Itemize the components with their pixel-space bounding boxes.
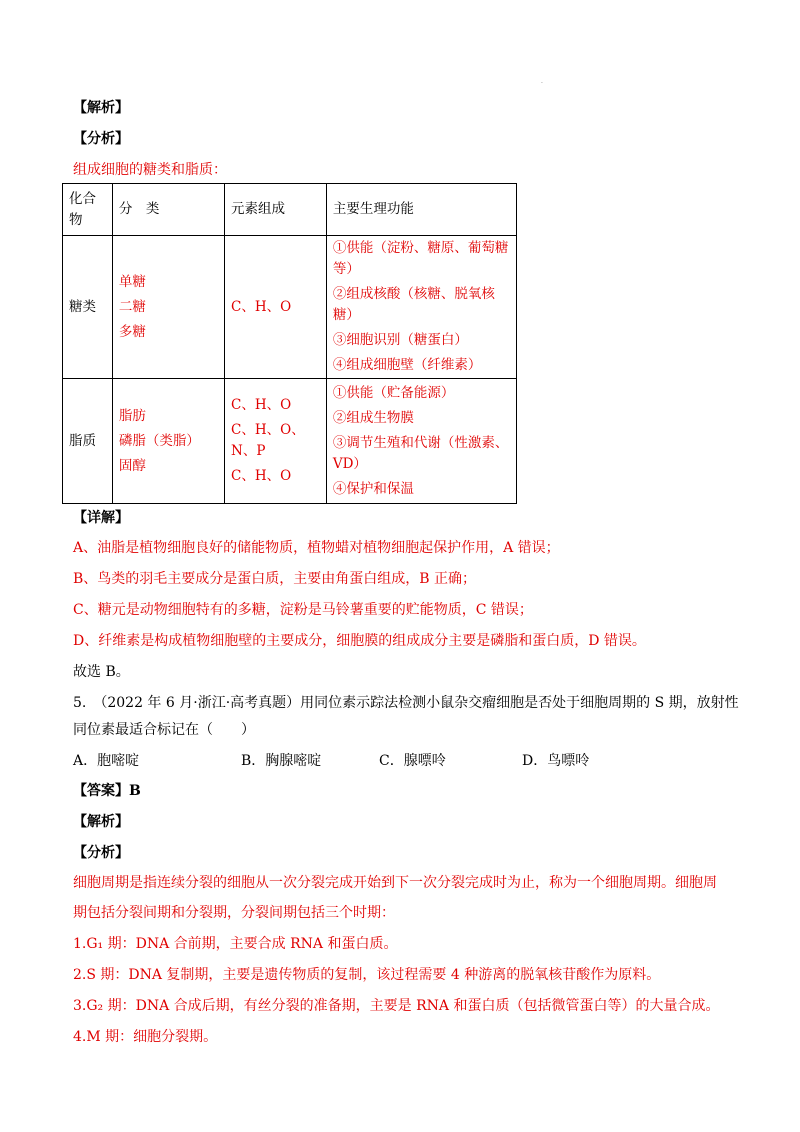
lipid-element: C、H、O (231, 468, 292, 484)
detail-label: 【详解】 (73, 510, 129, 526)
table-intro: 组成细胞的糖类和脂质： (73, 162, 227, 178)
sugar-lipid-table (62, 183, 517, 504)
table-header-row (63, 184, 517, 236)
lipid-functions (326, 379, 516, 504)
lipid-types (112, 379, 224, 504)
analysis-line: 2.S 期：DNA 复制期，主要是遗传物质的复制，该过程需要 4 种游离的脱氧核苷酸作为原料。 (73, 967, 661, 983)
sugar-name: 糖类 (63, 236, 113, 379)
lipid-type: 脂肪 (118, 407, 146, 424)
option-d: D．鸟嘌呤 (522, 753, 590, 769)
table-row-sugar (63, 236, 517, 379)
lipid-function: ①供能（贮备能源） (332, 384, 455, 401)
detail-line-c: C、糖元是动物细胞特有的多糖，淀粉是马铃薯重要的贮能物质，C 错误； (73, 602, 533, 618)
fenxi-label-5: 【分析】 (73, 845, 129, 861)
sugar-elements: C、H、O (225, 236, 327, 379)
header-category: 分 类 (112, 184, 224, 236)
sugar-type: 二糖 (118, 298, 146, 315)
question-5-stem: 5. （2022 年 6 月·浙江·高考真题）用同位素示踪法检测小鼠杂交瘤细胞是否处于细胞周期的 S 期，放射性 (73, 695, 739, 711)
lipid-function: ③调节生殖和代谢（性激素、VD） (332, 434, 509, 472)
option-a: A．胞嘧啶 (73, 753, 140, 769)
header-elements: 元素组成 (225, 184, 327, 236)
lipid-name: 脂质 (63, 379, 113, 504)
jiexi-label-5: 【解析】 (73, 814, 129, 830)
analysis-line: 1.G₁ 期：DNA 合前期，主要合成 RNA 和蛋白质。 (73, 936, 398, 952)
analysis-line: 期包括分裂间期和分裂期，分裂间期包括三个时期： (73, 905, 395, 921)
analysis-line: 细胞周期是指连续分裂的细胞从一次分裂完成开始到下一次分裂完成时为止，称为一个细胞周期。细胞周 (73, 875, 717, 891)
sugar-function: ④组成细胞壁（纤维素） (332, 357, 482, 373)
fenxi-label: 【分析】 (73, 131, 129, 147)
jiexi-label: 【解析】 (73, 100, 129, 116)
detail-line-a: A、油脂是植物细胞良好的储能物质，植物蜡对植物细胞起保护作用，A 错误； (73, 540, 560, 556)
table-row-lipid (63, 379, 517, 504)
lipid-element: C、H、O、N、P (231, 422, 305, 459)
sugar-type: 单糖 (118, 273, 146, 290)
detail-line-b: B、鸟类的羽毛主要成分是蛋白质，主要由角蛋白组成，B 正确； (73, 571, 477, 587)
header-compound: 化合物 (63, 184, 113, 236)
sugar-function: ①供能（淀粉、糖原、葡萄糖等） (332, 240, 509, 277)
question-5-stem-cont: 同位素最适合标记在（ ） (73, 722, 255, 738)
lipid-function: ④保护和保温 (332, 480, 414, 497)
detail-conclusion: 故选 B。 (73, 664, 130, 680)
lipid-type: 磷脂（类脂） (118, 432, 200, 449)
sugar-functions (326, 236, 516, 379)
sugar-function: ③细胞识别（糖蛋白） (332, 332, 468, 348)
header-functions: 主要生理功能 (326, 184, 516, 236)
lipid-type: 固醇 (118, 457, 146, 474)
analysis-line: 4.M 期：细胞分裂期。 (73, 1029, 218, 1045)
lipid-function: ②组成生物膜 (332, 409, 414, 426)
analysis-line: 3.G₂ 期：DNA 合成后期，有丝分裂的准备期，主要是 RNA 和蛋白质（包括微管蛋白等）的大量合成。 (73, 998, 720, 1014)
answer-label: 【答案】B (73, 783, 141, 799)
sugar-types (112, 236, 224, 379)
detail-line-d: D、纤维素是构成植物细胞壁的主要成分，细胞膜的组成成分主要是磷脂和蛋白质，D 错误。 (73, 633, 646, 649)
option-b: B．胸腺嘧啶 (241, 753, 322, 769)
sugar-type: 多糖 (118, 323, 146, 340)
lipid-elements (225, 379, 327, 504)
page-dot: · (541, 80, 543, 87)
lipid-element: C、H、O (231, 397, 292, 413)
option-c: C．腺嘌呤 (379, 753, 446, 769)
sugar-function: ②组成核酸（核糖、脱氧核糖） (332, 286, 495, 323)
